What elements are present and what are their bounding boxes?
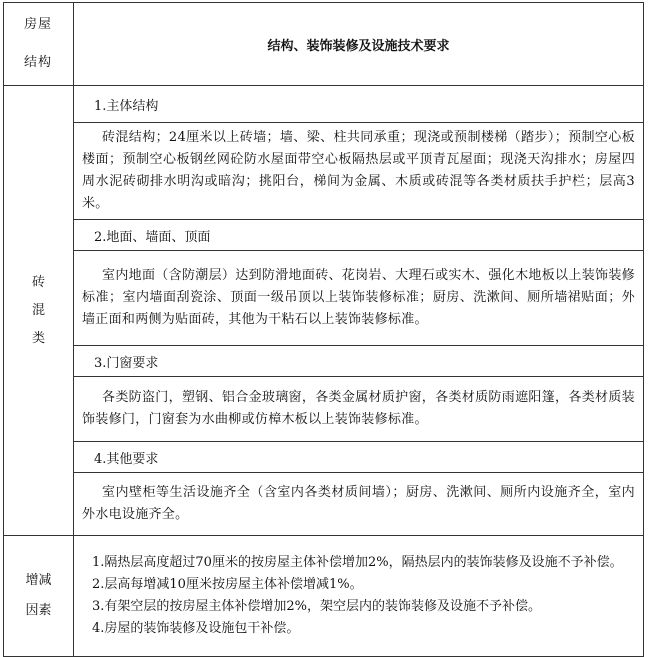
section-body-row xyxy=(4,251,644,346)
section-heading-main-structure: 1.主体结构 xyxy=(74,86,644,123)
adjustment-factors-list xyxy=(74,536,644,657)
factors-label-line1: 增减 xyxy=(25,573,52,588)
section-heading-row xyxy=(4,220,644,251)
header-col1-line1: 房屋 xyxy=(24,17,53,32)
section-body-other: 室内壁柜等生活设施齐全（含室内各类材质间墙）；厨房、洗漱间、厕所内设施齐全，室内外水电设施齐全。 xyxy=(74,473,644,536)
section-body-row xyxy=(4,473,644,536)
section-heading-row xyxy=(4,346,644,377)
section-heading-floor-wall-ceiling: 2.地面、墙面、顶面 xyxy=(74,220,644,251)
category-char: 类 xyxy=(31,330,45,346)
section-body-row xyxy=(4,123,644,220)
section-body-row xyxy=(4,377,644,442)
factor-item: 4.房屋的装饰装修及设施包干补偿。 xyxy=(92,621,300,636)
category-char: 砖 xyxy=(31,274,45,290)
factors-row xyxy=(4,536,644,657)
factors-label-line2: 因素 xyxy=(25,603,52,618)
specification-table xyxy=(3,2,644,657)
section-heading-doors-windows: 3.门窗要求 xyxy=(74,346,644,377)
factor-item: 3.有架空层的按房屋主体补偿增加2%，架空层内的装饰装修及设施不予补偿。 xyxy=(92,599,542,614)
factor-item: 2.层高每增减10厘米按房屋主体补偿增减1%。 xyxy=(92,577,363,592)
requirements-title: 结构、装饰装修及设施技术要求 xyxy=(74,3,644,86)
section-heading-other: 4.其他要求 xyxy=(74,442,644,473)
house-structure-header xyxy=(4,3,74,86)
section-heading-row xyxy=(4,86,644,123)
factor-item: 1.隔热层高度超过70厘米的按房屋主体补偿增加2%，隔热层内的装饰装修及设施不予补偿。 xyxy=(92,555,623,570)
section-heading-row xyxy=(4,442,644,473)
header-col1-line2: 结构 xyxy=(24,55,53,70)
section-body-main-structure: 砖混结构；24厘米以上砖墙；墙、梁、柱共同承重；现浇或预制楼梯（踏步）；预制空心板楼面；预制空心板钢丝网砼防水屋面带空心板隔热层或平顶青瓦屋面；现浇天沟排水；房屋四周水泥砖砌排水明沟或暗沟；挑阳台，梯间为金属、木质或砖混等各类材质扶手护栏；层高3米。 xyxy=(74,123,644,220)
header-row xyxy=(4,3,644,86)
category-brick-concrete xyxy=(4,86,74,536)
section-body-floor-wall-ceiling: 室内地面（含防潮层）达到防滑地面砖、花岗岩、大理石或实木、强化木地板以上装饰装修标准；室内墙面刮瓷涂、顶面一级吊顶以上装饰装修标准；厨房、洗漱间、厕所墙裙贴面；外墙正面和两侧为贴面砖，其他为干粘石以上装饰装修标准。 xyxy=(74,251,644,346)
section-body-doors-windows: 各类防盗门，塑钢、铝合金玻璃窗，各类金属材质护窗，各类材质防雨遮阳篷，各类材质装饰装修门，门窗套为水曲柳或仿樟木板以上装饰装修标准。 xyxy=(74,377,644,442)
category-char: 混 xyxy=(31,302,45,318)
adjustment-factors-label xyxy=(4,536,74,657)
